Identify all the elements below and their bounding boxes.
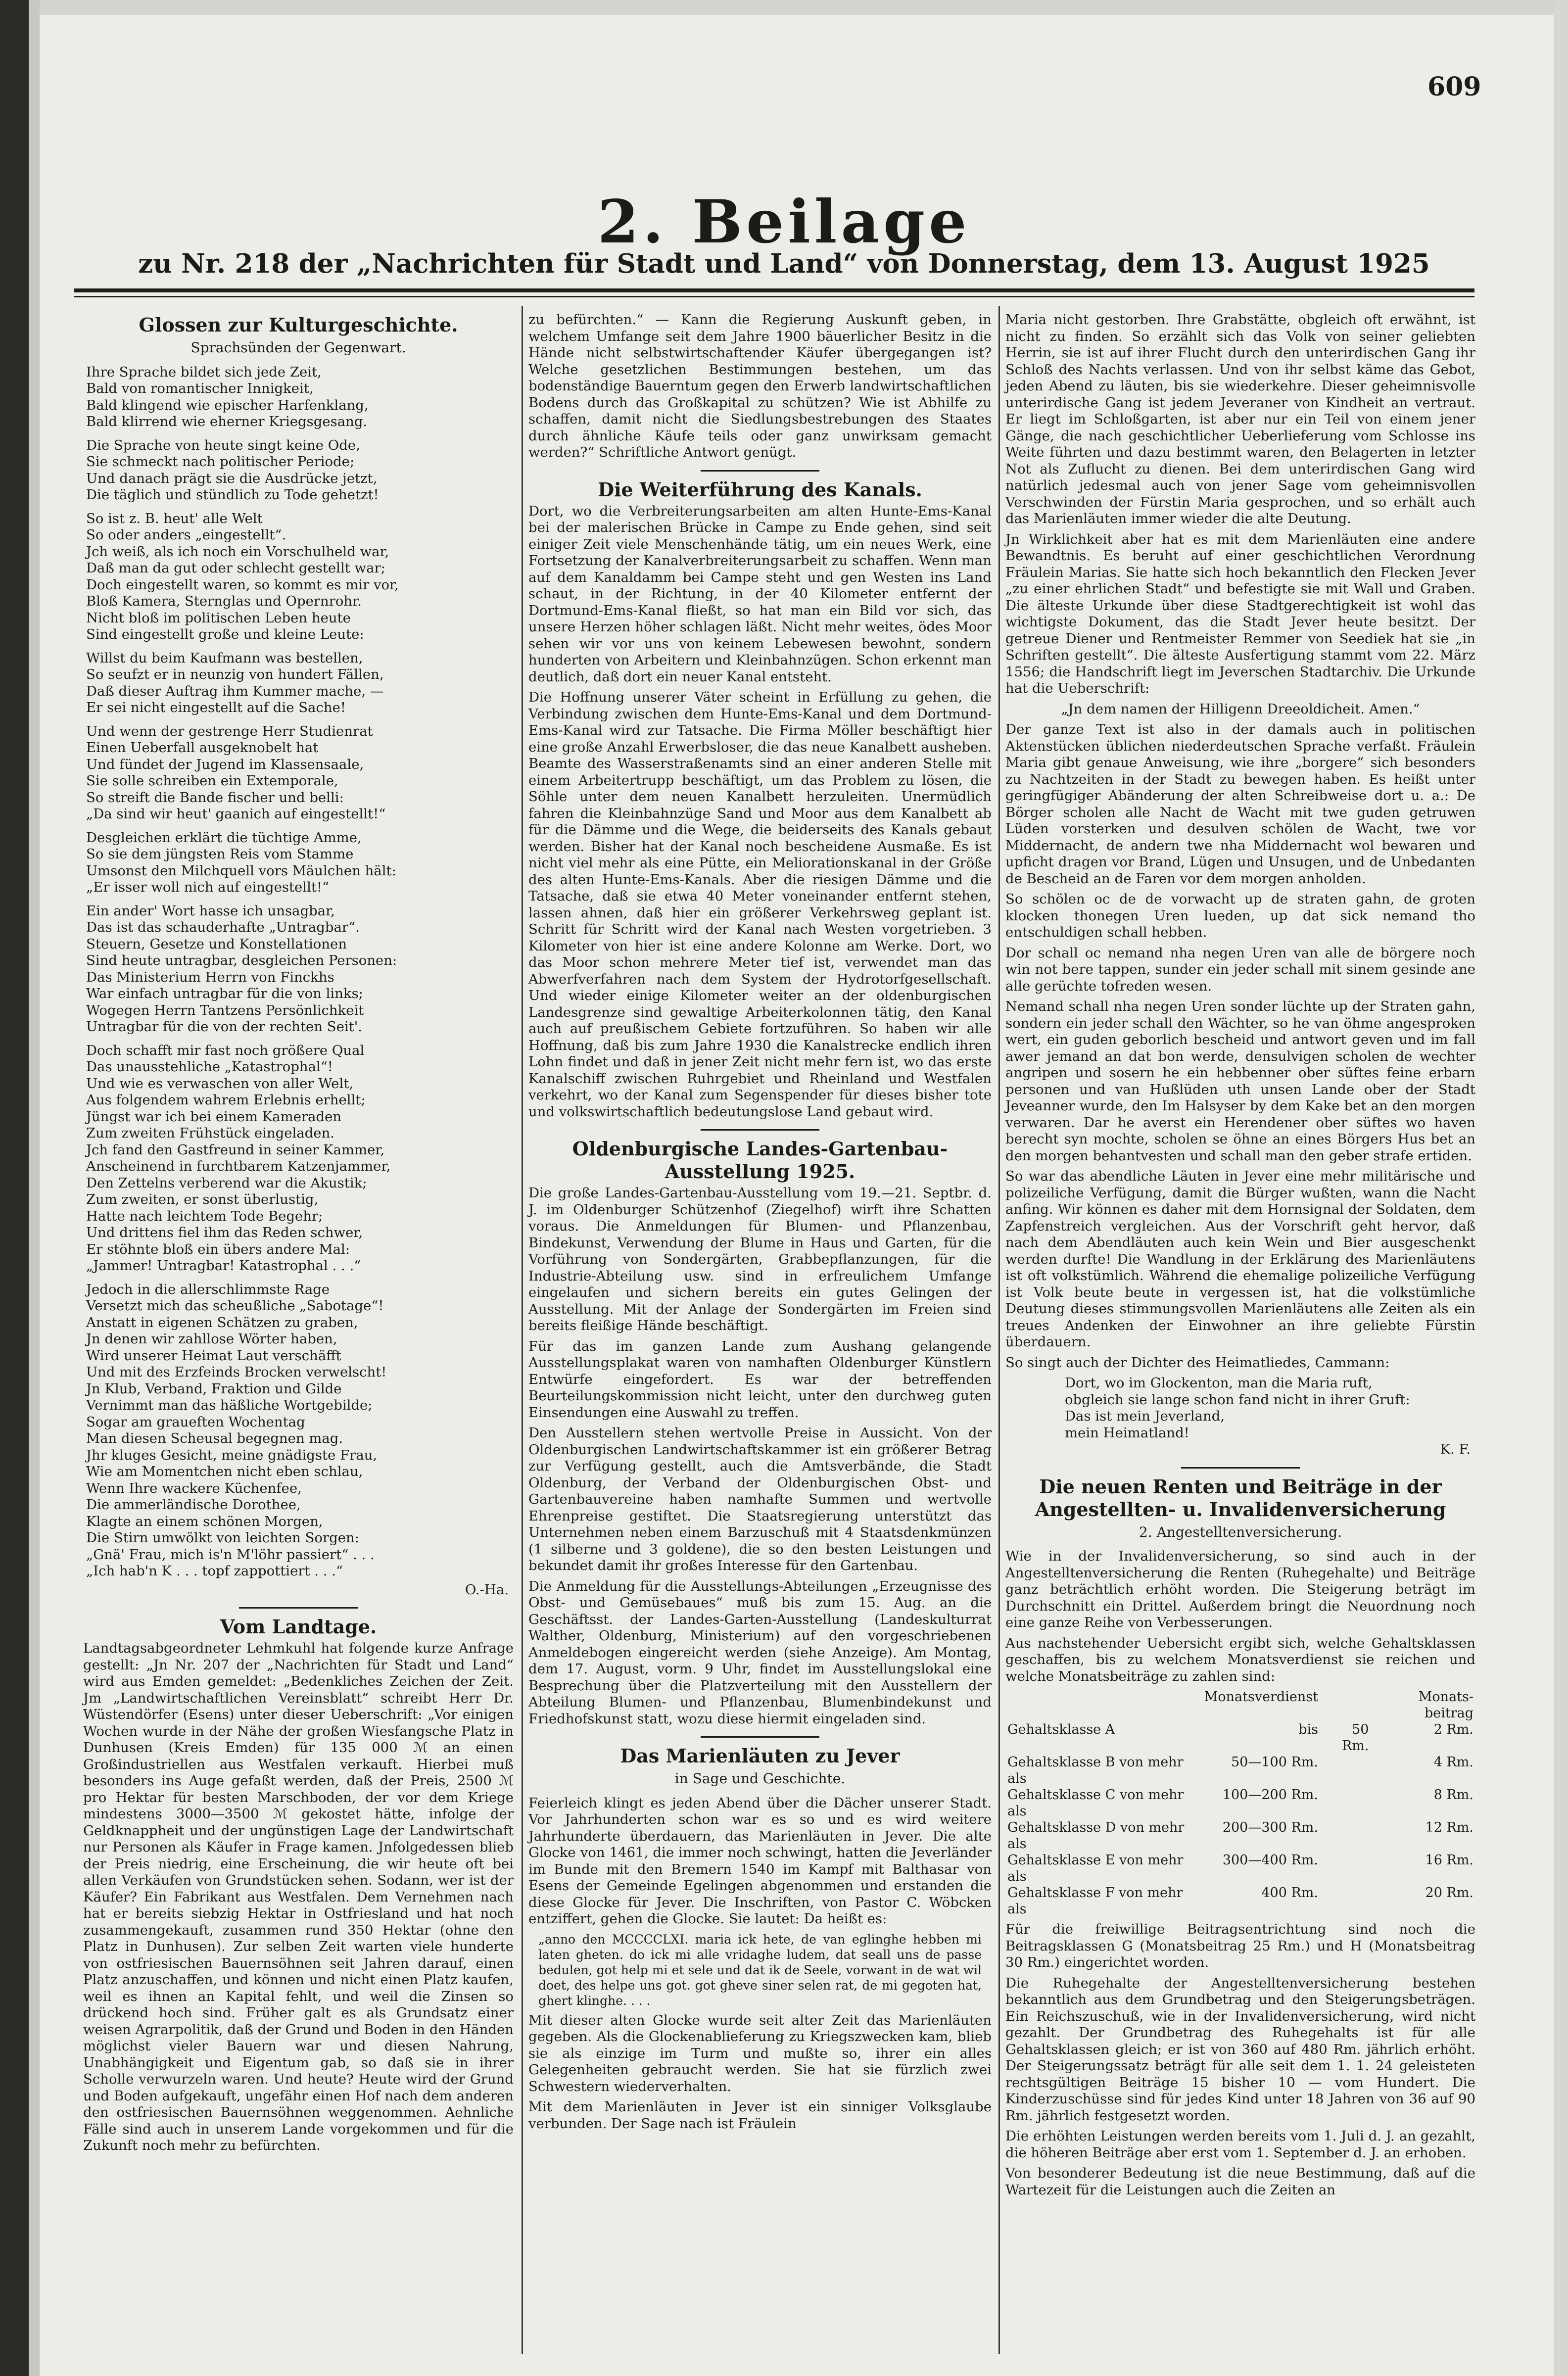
article-paragraph: Die Ruhegehalte der Angestelltenversicherung bestehen bekanntlich aus dem Grundbetrag und den Steigerungsbeträgen. Ein Reichszuschuß, wie in der Invalidenversicherung, wird nicht gezahlt. Der Grundbetrag des Ruhegehalts ist für alle Gehaltsklassen gleich; er ist von 360 auf 480 Rm. jährlich erhöht. Der Steigerungssatz beträgt für alle seit dem 1. 1. 24 geleisteten rechtsgültigen Beiträge 15 bisher 10 — vom Hundert. Die Kinderzuschüsse sind für jedes Kind unter 18 Jahren von 36 auf 90 Rm. jährlich festgesetzt worden. bbox=[1005, 1975, 1475, 2124]
article-quote: „Jn dem namen der Hilligenn Dreeoldicheit. Amen.“ bbox=[1061, 701, 1420, 717]
table-cell bbox=[1320, 1787, 1371, 1819]
column-divider-2 bbox=[998, 306, 1000, 2354]
article-heading-renten: Die neuen Renten und Beiträge in der Angestellten- u. Invalidenversicherung bbox=[1035, 1475, 1446, 1521]
table-header-cell: Monats-beitrag bbox=[1418, 1689, 1473, 1721]
article-subheading-marienlaeuten: in Sage und Geschichte. bbox=[674, 1770, 846, 1787]
article-paragraph: Dor schall oc nemand nha negen Uren van alle de börgere noch win not bere tappen, sunder ein jeder schall mit sinem gesinde ane alle gerüchte tofreden wesen. bbox=[1005, 945, 1475, 994]
table-cell: 2 Rm. bbox=[1433, 1722, 1473, 1737]
table-cell: 400 Rm. bbox=[1261, 1885, 1318, 1901]
table-cell: 8 Rm. bbox=[1433, 1787, 1473, 1803]
article-subheading-renten: 2. Angestelltenversicherung. bbox=[1139, 1523, 1342, 1540]
section-rule bbox=[701, 1736, 819, 1738]
poem-stanza: Desgleichen erklärt die tüchtige Amme, So sie dem jüngsten Reis vom Stamme Umsonst den Milchquell vors Mäulchen hält: „Er isser woll nich auf eingestellt!“ bbox=[86, 829, 396, 895]
table-cell: Gehaltsklasse F von mehr als bbox=[1007, 1885, 1183, 1917]
table-cell: Gehaltsklasse E von mehr als bbox=[1007, 1853, 1184, 1884]
article-paragraph: Jn Wirklichkeit aber hat es mit dem Marienläuten eine andere Bewandtnis. Es beruht auf einer geschichtlichen Verordnung Fräulein Marias. Sie hatte sich hoch bekanntlich den Flecken Jever „zu einer ehrlichen Stadt“ und befestigte sie mit Wall und Graben. Die älteste Urkunde über diese Stadtgerechtigkeit ist wohl das wichtigste Dokument, das die Stadt Jever heute besitzt. Der getreue Diener und Rentmeister Remmer von Seediek hat sie „in Schriften gestellt“. Die älteste Ausfertigung stammt vom 22. März 1556; die Handschrift liegt im Jeverschen Stadtarchiv. Die Urkunde hat die Ueberschrift: bbox=[1005, 531, 1475, 696]
poem-signature: K. F. bbox=[1440, 1441, 1471, 1457]
article-heading-marienlaeuten: Das Marienläuten zu Jever bbox=[620, 1745, 900, 1767]
poem-signature: O.-Ha. bbox=[465, 1581, 509, 1598]
poem-stanza: Willst du beim Kaufmann was bestellen, So seufzt er in neunzig von hundert Fällen, Daß dieser Auftrag ihm Kummer mache, — Er sei nicht eingestellt auf die Sache! bbox=[86, 650, 384, 715]
table-row bbox=[1005, 1721, 1475, 1754]
article-paragraph: Dort, wo die Verbreiterungsarbeiten am alten Hunte-Ems-Kanal bei der malerischen Brücke in Campe zu Ende gehen, sind seit einiger Zeit viele Menschenhände tätig, um ein neues Werk, eine Fortsetzung der Kanalverbreiterungsarbeit zu schaffen. Wenn man auf dem Kanaldamm bei Campe steht und gen Westen ins Land schaut, in der Richtung, in der 40 Kilometer entfernt der Dortmund-Ems-Kanal fließt, so hat man ein Bild vor sich, das unsere Herzen höher schlagen läßt. Nicht mehr weites, ödes Moor sehen wir vor uns von keinem Lebewesen bewohnt, sondern hunderten von Arbeitern und Kleinbahnzügen. Schon erkennt man deutlich, daß dort ein neuer Kanal entsteht. bbox=[528, 503, 992, 685]
table-cell: Gehaltsklasse A bbox=[1007, 1722, 1115, 1737]
article-paragraph: So singt auch der Dichter des Heimatliedes, Cammann: bbox=[1005, 1354, 1390, 1371]
article-heading-landtag: Vom Landtage. bbox=[220, 1616, 377, 1638]
article-subheading-glossen: Sprachsünden der Gegenwart. bbox=[190, 339, 406, 356]
table-row bbox=[1005, 1885, 1475, 1917]
poem-stanza: So ist z. B. heut' alle Welt So oder anders „eingestellt“. Jch weiß, als ich noch ein Vorschulheld war, Daß man da gut oder schlecht gestellt war; Doch eingestellt waren, so kommt es mir vor, Bloß Kamera, Sternglas und Opernrohr. Nicht bloß im politischen Leben heute Sind eingestellt große und kleine Leute: bbox=[86, 510, 399, 642]
poem-stanza: Und wenn der gestrenge Herr Studienrat Einen Ueberfall ausgeknobelt hat Und fündet der Jugend im Klassensaale, Sie solle schreiben ein Extemporale, So streift die Bande fischer und belli: „Da sind wir heut' gaanich auf eingestellt!“ bbox=[86, 723, 386, 822]
poem-stanza: Die Sprache von heute singt keine Ode, Sie schmeckt nach politischer Periode; Und danach prägt sie die Ausdrücke jetzt, Die täglich und stündlich zu Tode gehetzt! bbox=[86, 437, 379, 503]
article-paragraph: Die erhöhten Leistungen werden bereits vom 1. Juli d. J. an gezahlt, die höheren Beiträge aber erst vom 1. September d. J. an erhoben. bbox=[1005, 2128, 1475, 2161]
table-header-cell: Monatsverdienst bbox=[1204, 1689, 1318, 1705]
article-paragraph: Mit dieser alten Glocke wurde seit alter Zeit das Marienläuten gegeben. Als die Glockenablieferung zu Kriegszwecken kam, blieb sie als einzige im Turm und mußte so, ihrer ein alles Gelegenheiten gebraucht werden. Sie hat sie fürzlich zwei Schwestern wiederverhalten. bbox=[528, 2012, 992, 2094]
table-cell: bis bbox=[1298, 1722, 1318, 1737]
article-paragraph: Aus nachstehender Uebersicht ergibt sich, welche Gehaltsklassen geschaffen, bis zu welchem Monatsverdienst sie reichen und welche Monatsbeiträge zu zahlen sind: bbox=[1005, 1635, 1475, 1684]
table-cell bbox=[1320, 1754, 1371, 1787]
supplement-subtitle: zu Nr. 218 der „Nachrichten für Stadt und Land“ von Donnerstag, dem 13. August 1925 bbox=[138, 248, 1430, 279]
table-cell: Gehaltsklasse B von mehr als bbox=[1007, 1755, 1184, 1786]
scan-border-top bbox=[0, 0, 1568, 15]
article-paragraph: Feierleich klingt es jeden Abend über die Dächer unserer Stadt. Vor Jahrhunderten schon war es so und es wird weitere Jahrhunderte überdauern, das Marienläuten in Jever. Die alte Glocke von 1461, die immer noch schwingt, hatten die Jeverländer im Bunde mit den Bremern 1540 im Kampf mit Balthasar von Esens der Gemeinde Egelingen abgenommen und erstanden die diese Glocke für Jever. Die Inschriften, von Pastor C. Wöbcken entziffert, gehen die Glocke. Sie lautet: Da heißt es: bbox=[528, 1795, 992, 1927]
article-paragraph: Die Anmeldung für die Ausstellungs-Abteilungen „Erzeugnisse des Obst- und Gemüsebaues“ muß bis zum 15. Aug. an die Geschäftsst. der Landes-Garten-Ausstellung (Landeskulturrat Walther, Oldenburg, Ministerium) auf den vorgeschriebenen Anmeldebogen eingereicht werden (siehe Anzeige). Am Montag, dem 17. August, vorm. 9 Uhr, findet im Ausstellungslokal eine Besprechung über die Platzverteilung mit den Ausstellern der Abteilung Blumen- und Pflanzenbau, Blumenbindekunst und Friedhofskunst statt, wozu diese hiermit eingeladen sind. bbox=[528, 1578, 992, 1727]
article-body-landtag-cont: zu befürchten.“ — Kann die Regierung Auskunft geben, in welchem Umfange seit dem Jahre 1900 bäuerlicher Besitz in die Hände nicht selbstwirtschaftender Käufer übergegangen ist? Welche gesetzlichen Bestimmungen bestehen, um das bodenständige Bauerntum gegen den Erwerb landwirtschaftlichen Bodens durch das Großkapital zu schützen? Wie ist Abhilfe zu schaffen, damit nicht die Siedlungsbestrebungen des Staates durch ähnliche Käufe teils oder ganz unwirksam gemacht werden?“ Schriftliche Antwort genügt. bbox=[528, 312, 992, 460]
section-rule bbox=[701, 470, 819, 472]
table-cell: Gehaltsklasse C von mehr als bbox=[1007, 1787, 1184, 1819]
article-paragraph: Den Ausstellern stehen wertvolle Preise in Aussicht. Von der Oldenburgischen Landwirtschaftskammer ist ein größerer Betrag zur Verfügung gestellt, auch die Amtsverbände, die Stadt Oldenburg, der Verband der Oldenburgischen Obst- und Gartenbauvereine haben namhafte Summen und wertvolle Ehrenpreise gestiftet. Die Staatsregierung unterstützt das Unternehmen neben einem Barzuschuß mit 4 Staatsdenkmünzen (1 silberne und 3 goldene), die so den besten Leistungen und bekundet damit ihr großes Interesse für den Gartenbau. bbox=[528, 1425, 992, 1573]
scan-border-left-inner bbox=[29, 0, 40, 2376]
article-paragraph: Für die freiwillige Beitragsentrichtung sind noch die Beitragsklassen G (Monatsbeitrag 25 Rm.) und H (Monatsbeitrag 30 Rm.) eingerichtet worden. bbox=[1005, 1921, 1475, 1970]
table-cell: 200—300 Rm. bbox=[1222, 1820, 1318, 1835]
column-1 bbox=[83, 312, 514, 2158]
article-quote: „anno den MCCCCLXI. maria ick hete, de van eglinghe hebben mi laten gheten. do ick mi alle vridaghe ludem, dat seall uns de passe bedulen, got help mi et sele und dat ik de Seele, vorwant in de wat wil doet, des helpe uns got. got gheve siner selen rat, de mi gegoten hat, ghert klinghe. . . . bbox=[538, 1932, 982, 2008]
table-row bbox=[1005, 1819, 1475, 1852]
table-cell: 12 Rm. bbox=[1425, 1820, 1473, 1835]
section-rule bbox=[701, 1129, 819, 1131]
article-paragraph: Die Hoffnung unserer Väter scheint in Erfüllung zu gehen, die Verbindung zwischen dem Hunte-Ems-Kanal und dem Dortmund-Ems-Kanal wird zur Tatsache. Die Firma Möller beschäftigt hier eine große Anzahl Erwerbsloser, die das neue Kanalbett ausheben. Beamte des Wasserstraßenamts sind an einer anderen Stelle mit einem Arbeitertrupp beschäftigt, um das Problem zu lösen, die Söhle unter dem neuen Kanalbett herzuleiten. Unermüdlich fahren die Kleinbahnzüge Sand und Moor aus dem Kanalbett ab für die Dämme und die Wege, die beiderseits des Kanals gebaut werden. Bisher hat der Kanal noch bescheidene Ausmaße. Es ist nicht viel mehr als eine Pütte, ein Meliorationskanal in der Größe des alten Hunte-Ems-Kanals. Aber die riesigen Dämme und die Tatsache, daß sie etwa 40 Meter voneinander entfernt stehen, lassen ahnen, daß hier ein größerer Verkehrsweg geplant ist. Schritt für Schritt wird der Kanal nach Westen vorgetrieben. 3 Kilometer von hier ist eine andere Kolonne am Werke. Dort, wo das Moor schon mehrere Meter tief ist, verwendet man das Abwerfverfahren nach dem System der Hydrotorfgesellschaft. Und wieder einige Kilometer weiter an der oldenburgischen Landesgrenze sind gewaltige Arbeiterkolonnen tätig, den Kanal auch auf preußischem Gebiete fortzuführen. So haben wir alle Hoffnung, daß bis zum Jahre 1930 die Kanalstrecke endlich ihren Lohn findet und daß in jener Zeit nicht mehr fern ist, wo das erste Kanalschiff zwischen Ruhrgebiet und Rheinland und Westfalen verkehrt, wo der Kanal zum Segenspender für dieses bisher tote und volkswirtschaftlich bedeutungslose Land gebaut wird. bbox=[528, 689, 992, 1120]
article-paragraph: Für das im ganzen Lande zum Aushang gelangende Ausstellungsplakat waren von namhaften Oldenburger Künstlern Entwürfe eingefordert. Es war der betreffenden Beurteilungskommission nicht leicht, unter den durchweg guten Einsendungen eine Auswahl zu treffen. bbox=[528, 1338, 992, 1421]
article-paragraph: So war das abendliche Läuten in Jever eine mehr militärische und polizeiliche Verfügung, damit die Bürger wußten, wann die Nacht anfing. Wir können es daher mit dem Hornsignal der Soldaten, dem Zapfenstreich vergleichen. Aus der Vorschrift geht hervor, daß nach dem Abendläuten auch kein Wein und Bier ausgeschenkt werden durfte! Die Wandlung in der Erklärung des Marienläutens ist oft volkstümlich. Während die ehemalige polizeiliche Verfügung ist Volk beute beute in vergessen ist, hat die volkstümliche Deutung dieses stimmungsvollen Marienläutens alle Zeiten als ein treues Andenken der Einwohner an ihre geliebte Fürstin überdauern. bbox=[1005, 1168, 1475, 1350]
poem-stanza: Ein ander' Wort hasse ich unsagbar, Das ist das schauderhafte „Untragbar“. Steuern, Gesetze und Konstellationen Sind heute untragbar, desgleichen Personen: Das Ministerium Herrn von Finckhs War einfach untragbar für die von links; Wogegen Herrn Tantzens Persönlichkeit Untragbar für die von der rechten Seit'. bbox=[86, 903, 397, 1035]
page-number: 609 bbox=[1427, 72, 1481, 102]
table-cell: 300—400 Rm. bbox=[1222, 1853, 1318, 1868]
article-paragraph: Wie in der Invalidenversicherung, so sind auch in der Angestelltenversicherung die Renten (Ruhegehalte) und Beiträge ganz beträchtlich erhöht worden. Die Steigerung beträgt im Durchschnitt ein Drittel. Außerdem bringt die Neuordnung noch eine ganze Reihe von Verbesserungen. bbox=[1005, 1548, 1475, 1630]
scan-border-left bbox=[0, 0, 29, 2376]
article-heading-glossen: Glossen zur Kulturgeschichte. bbox=[139, 314, 458, 336]
article-paragraph: Mit dem Marienläuten in Jever ist ein sinniger Volksglaube verbunden. Der Sage nach ist Fräulein bbox=[528, 2099, 992, 2132]
article-paragraph: Maria nicht gestorben. Ihre Grabstätte, obgleich oft erwähnt, ist nicht zu finden. So erzählt sich das Volk von seiner geliebten Herrin, sie ist auf ihrer Flucht durch den unterirdischen Gang ihr Schloß des Nachts verlassen. Und von ihr selbst käme das Gebot, jeden Abend zu läuten, bis sie wiederkehre. Dieser geheimnisvolle unterirdische Gang ist jedem Jeveraner von Kindheit an vertraut. Er liegt im Schloßgarten, ist aber nur ein Teil von einem jener Gänge, die nach geschichtlicher Ueberlieferung vom Schlosse ins Weite führten und dazu bestimmt waren, den Belagerten in letzter Not als Zuflucht zu dienen. Bei dem unterirdischen Gang wird natürlich jedesmal auch von jener Sage vom geheimnisvollen Verschwinden der Fürstin Maria gesprochen, und so erhält auch das Marienläuten immer wieder die alte Deutung. bbox=[1005, 312, 1475, 526]
article-paragraph: Der ganze Text ist also in der damals auch in politischen Aktenstücken üblichen niederdeutschen Sprache verfaßt. Fräulein Maria gibt genaue Anweisung, wie ihre „borgere“ sich besonders zu Nachtzeiten in der Stadt zu bewegen haben. Es heißt unter geringfügiger Abänderung der alten Schreibweise dort u. a.: De Börger scholen alle Nacht de Wacht mit twe guden getruwen Lüden vorsterken und desulven schölen de Wacht, twe vor Middernacht, de andern twe nha Middernacht wol bewaren und upficht dragen vor Brand, Lügen und Unsugen, und de Unbedanten de Bescheid an de Faren vor dem morgen anholden. bbox=[1005, 721, 1475, 887]
supplement-title: 2. Beilage bbox=[597, 187, 971, 257]
table-cell: 50 Rm. bbox=[1341, 1722, 1369, 1754]
table-cell bbox=[1320, 1819, 1371, 1852]
article-paragraph: Von besonderer Bedeutung ist die neue Bestimmung, daß auf die Wartezeit für die Leistungen auch die Zeiten an bbox=[1005, 2165, 1475, 2198]
poem-stanza: Ihre Sprache bildet sich jede Zeit, Bald von romantischer Innigkeit, Bald klingend wie epischer Harfenklang, Bald klirrend wie eherner Kriegsgesang. bbox=[86, 364, 369, 429]
article-heading-kanal: Die Weiterführung des Kanals. bbox=[598, 478, 922, 501]
table-cell: 16 Rm. bbox=[1425, 1853, 1473, 1868]
column-divider-1 bbox=[522, 306, 523, 2354]
table-header-row bbox=[1005, 1689, 1475, 1721]
article-heading-gartenbau: Oldenburgische Landes-Gartenbau-Ausstellung 1925. bbox=[572, 1138, 948, 1183]
section-rule bbox=[1181, 1467, 1300, 1469]
scan-border-right bbox=[1554, 0, 1568, 2376]
column-2 bbox=[528, 312, 992, 2136]
header-rule-thick bbox=[74, 288, 1474, 292]
column-3 bbox=[1005, 312, 1475, 2202]
poem-stanza: Jedoch in die allerschlimmste Rage Versetzt mich das scheußliche „Sabotage“! Anstatt in eigenen Schätzen zu graben, Jn denen wir zahllose Wörter haben, Wird unserer Heimat Laut verschäfft Und mit des Erzfeinds Brocken verwelscht! Jn Klub, Verband, Fraktion und Gilde Vernimmt man das häßliche Wortgebilde; Sogar am graueften Wochentag Man diesen Scheusal begegnen mag. Jhr kluges Gesicht, meine gnädigste Frau, Wie am Momentchen nicht eben schlau, Wenn Ihre wackere Küchenfee, Die ammerländische Dorothee, Klagte an einem schönen Morgen, Die Stirn umwölkt von leichten Sorgen: „Gnä' Frau, mich is'n M'löhr passiert“ . . . „Ich hab'n K . . . topf zappottiert . . .“ bbox=[86, 1281, 387, 1579]
table-cell: 50—100 Rm. bbox=[1231, 1755, 1318, 1770]
header-rule-thin bbox=[74, 296, 1474, 297]
table-row bbox=[1005, 1754, 1475, 1787]
table-cell: Gehaltsklasse D von mehr als bbox=[1007, 1820, 1185, 1852]
table-row bbox=[1005, 1852, 1475, 1885]
article-paragraph: So schölen oc de de vorwacht up de straten gahn, de groten klocken thonegen Uren lueden, up dat sick nemand tho entschuldigen schall hebben. bbox=[1005, 891, 1475, 940]
poem-stanza: Doch schafft mir fast noch größere Qual Das unausstehliche „Katastrophal“! Und wie es verwaschen von aller Welt, Aus folgendem wahrem Erlebnis erhellt; Jüngst war ich bei einem Kameraden Zum zweiten Frühstück eingeladen. Jch fand den Gastfreund in seiner Kammer, Anscheinend in furchtbarem Katzenjammer, Den Zettelns verberend war die Akustik; Zum zweiten, er sonst überlustig, Hatte nach leichtem Tode Begehr; Und drittens fiel ihm das Reden schwer, Er stöhnte bloß ein übers andere Mal: „Jammer! Untragbar! Katastrophal . . .“ bbox=[86, 1042, 391, 1274]
article-paragraph: Die große Landes-Gartenbau-Ausstellung vom 19.—21. Septbr. d. J. im Oldenburger Schützenhof (Ziegelhof) wirft ihre Schatten voraus. Die Anmeldungen für Blumen- und Pflanzenbau, Bindekunst, Verwendung der Blume in Haus und Garten, für die Vorführung von Sondergärten, Grabbepflanzungen, für die Industrie-Abteilung usw. sind in erfreulichem Umfange eingelaufen und sichern bereits ein gutes Gelingen der Ausstellung. Mit der Anlage der Sondergärten im Freien sind bereits fleißige Hände beschäftigt. bbox=[528, 1185, 992, 1333]
poem-heimatlied: Dort, wo im Glockenton, man die Maria ruft, obgleich sie lange schon fand nicht in ihrer Gruft: Das ist mein Jeverland, mein Heimatland! bbox=[1065, 1375, 1410, 1441]
contribution-table bbox=[1005, 1689, 1475, 1917]
table-cell bbox=[1320, 1885, 1371, 1917]
article-body-landtag: Landtagsabgeordneter Lehmkuhl hat folgende kurze Anfrage gestellt: „Jn Nr. 207 der „Nachrichten für Stadt und Land“ wird aus Emden gemeldet: „Bedenkliches Zeichen der Zeit. Jm „Landwirtschaftlichen Vereinsblatt“ schreibt Herr Dr. Wüstendörfer (Esens) unter dieser Ueberschrift: „Vor einigen Wochen wurde in der Nähe der großen Wiesfangsche Platz in Dunhusen (Kreis Emden) für 135 000 ℳ an einen Großindustriellen aus Westfalen verkauft. Hierbei muß besonders ins Auge gefaßt werden, daß der Preis, 2500 ℳ pro Hektar für besten Marschboden, der vor dem Kriege mindestens 3000—3500 ℳ gekostet hätte, infolge der Geldknappheit und der ungünstigen Lage der Landwirtschaft nur Personen als Käufer in Frage kamen. Jnfolgedessen blieb der Preis niedrig, eine Erscheinung, die wir heute oft bei allen Verkäufen von Grundstücken sehen. Sodann, wer ist der Käufer? Ein Fabrikant aus Westfalen. Dem Vernehmen nach hat er bereits siebzig Hektar in Ostfriesland und hat noch zusammengekauft, zusammen rund 350 Hektar (ohne den Platz in Dunhusen). Zur selben Zeit warten viele hunderte von ostfriesischen Bauernsöhnen seit Jahren darauf, einen Platz anzuschaffen, und können und nicht einen Platz kaufen, weil es ihnen an Kapital fehlt, und weil die Zinsen so drückend hoch sind. Früher galt es als Grundsatz einer weisen Agrarpolitik, daß der Grund und Boden in den Händen möglichst vieler Bauern war und diesen Nahrung, Unabhängigkeit und Eigentum gab, so daß sie in ihrer Scholle verwurzeln waren. Und heute? Heute wird der Grund und Boden aufgekauft, ungefähr einen Hof nach dem anderen den ostfriesischen Bauernsöhnen weggenommen. Aehnliche Fälle sind auch in unserem Lande vorgekommen und für die Zukunft noch mehr zu befürchten. bbox=[83, 1640, 514, 2153]
table-cell: 4 Rm. bbox=[1433, 1755, 1473, 1770]
table-row bbox=[1005, 1787, 1475, 1819]
section-rule bbox=[239, 1607, 358, 1609]
table-cell bbox=[1320, 1852, 1371, 1885]
table-cell: 100—200 Rm. bbox=[1222, 1787, 1318, 1803]
table-cell: 20 Rm. bbox=[1425, 1885, 1473, 1901]
article-paragraph: Nemand schall nha negen Uren sonder lüchte up der Straten gahn, sondern ein jeder schall den Wächter, so he van öhme angesproken wert, ein guden geborlich bescheid und antwort geven und im fall awer jemand an dat bon werde, densulvigen scholen de wechter angripen und sosern he ein hebbenner ober süftes feine erbarn personen und van Hußlüden uth unsen Lande ober der Stadt Jeveanner wurde, den Im Halsyser by dem Kake bet an den morgen verwaren. Dar he averst ein Herendener ober süftes wo haven berecht syn mochte, scholen se öhne an eines Börgers Hus bet an den morgen behantvesten und schall man den geber strafe ertiden. bbox=[1005, 998, 1475, 1164]
